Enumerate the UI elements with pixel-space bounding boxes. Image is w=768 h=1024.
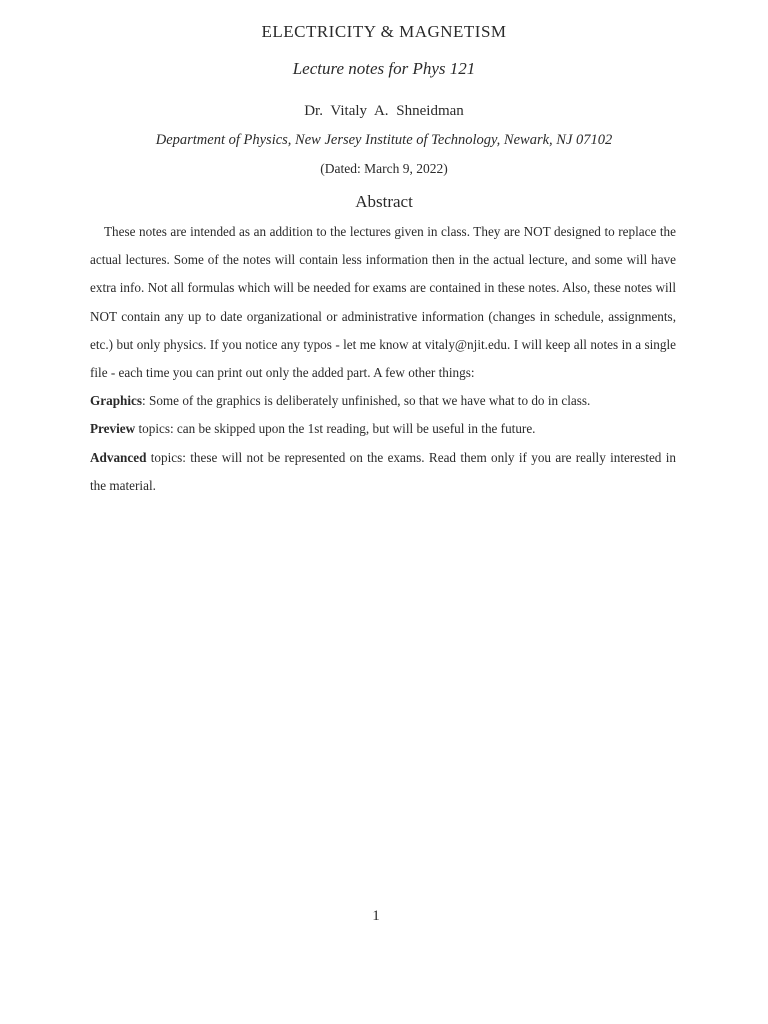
document-date: (Dated: March 9, 2022) (320, 161, 448, 176)
abstract-item-preview (90, 415, 676, 443)
page-number: 1 (372, 908, 380, 924)
abstract-item-text: topics: can be skipped upon the 1st reading, but will be useful in the future. (135, 421, 536, 437)
document-subtitle: Lecture notes for Phys 121 (292, 59, 476, 78)
abstract-body (90, 218, 676, 500)
document-title: ELECTRICITY & MAGNETISM (261, 22, 507, 41)
abstract-item-graphics (90, 387, 676, 415)
author-affiliation: Department of Physics, New Jersey Institute of Technology, Newark, NJ 07102 (155, 132, 613, 148)
author-name: Dr. Vitaly A. Shneidman (304, 103, 464, 119)
abstract-item-term: Advanced (90, 449, 147, 465)
abstract-item-term: Preview (90, 421, 136, 437)
abstract-heading: Abstract (355, 192, 413, 211)
abstract-item-term: Graphics (90, 393, 143, 409)
abstract-paragraph: These notes are intended as an addition to the lectures given in class. They are NOT designed to replace the actual lectures. Some of the notes will contain less information then in the actual lecture, and some will have extra info. Not all formulas which will be needed for exams are contained in these notes. Also, these notes will NOT contain any up to date organizational or administrative information (changes in schedule, assignments, etc.) but only physics. If you notice any typos - let me know at vitaly@njit.edu. I will keep all notes in a single file - each time you can print out only the added part. A few other things: (90, 224, 676, 381)
abstract-item-text: topics: these will not be represented on the exams. Read them only if you are really interested in the material. (90, 449, 676, 493)
abstract-item-text: : Some of the graphics is deliberately unfinished, so that we have what to do in class. (142, 393, 591, 409)
abstract-item-advanced (90, 444, 676, 500)
